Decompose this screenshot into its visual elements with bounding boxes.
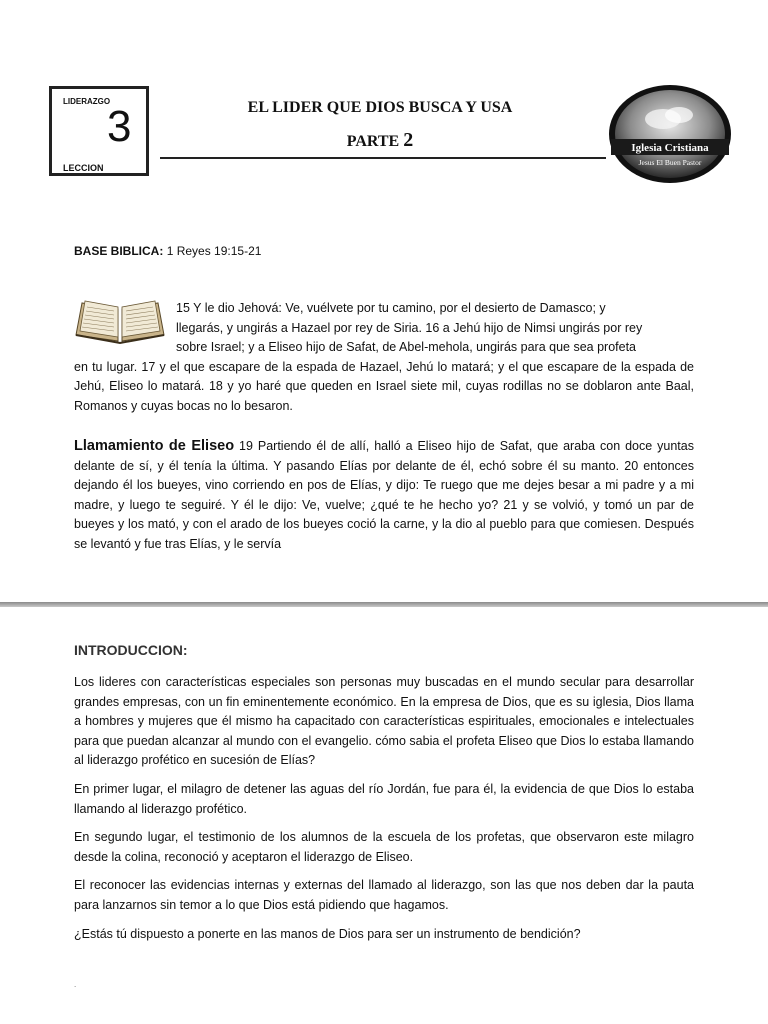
base-biblica — [74, 244, 261, 258]
verse-line-2: llegarás, y ungirás a Hazael por rey de Siria. 16 a Jehú hijo de Nimsi ungirás por rey — [176, 320, 643, 335]
page-mark: . — [74, 980, 77, 989]
intro-paragraph-5: ¿Estás tú dispuesto a ponerte en las manos de Dios para ser un instrumento de bendición? — [74, 926, 581, 941]
verse-passage — [74, 299, 694, 417]
lesson-number-box — [49, 86, 149, 176]
intro-heading: INTRODUCCION: — [74, 642, 188, 658]
intro-section — [74, 673, 694, 953]
part-word: PARTE — [346, 133, 400, 150]
verse-line-3: sobre Israel; y a Eliseo hijo de Safat, de Abel-mehola, ungirás para que sea profeta — [176, 340, 637, 355]
section-divider — [0, 602, 768, 607]
box-bottom-label: LECCION — [63, 163, 104, 173]
page-subtitle — [180, 129, 580, 152]
llamamiento-text: 19 Partiendo él de allí, halló a Eliseo hijo de Safat, que araba con doce yuntas delante de sí, y él tenía la última. Y pasando Elías por delante de él, echó sobre él su manto. 20 entonces dejando él los bueyes, vino corriendo en pos de Elías, y dijo: Te ruego que me dejes besar a mi padre y a mi madre, y luego te seguiré. Y él le dijo: Ve, vuelve; ¿qué te he hecho yo? 21 y se volvió, y tomó un par de bueyes y los mató, y con el arado de los bueyes coció la carne, y la dio al pueblo para que comiesen. Después se levantó y fue tras Elías, y le servía — [74, 439, 694, 551]
base-reference: 1 Reyes 19:15-21 — [166, 244, 262, 258]
logo-sub-text: Jesus El Buen Pastor — [638, 158, 702, 167]
page-title: EL LIDER QUE DIOS BUSCA Y USA — [247, 99, 513, 116]
intro-paragraph-2: En primer lugar, el milagro de detener las aguas del río Jordán, fue para él, la evidencia de que Dios lo estaba llamando al liderazgo profético. — [74, 781, 694, 816]
box-top-label: LIDERAZGO — [63, 97, 111, 106]
church-logo — [607, 83, 733, 185]
part-number: 2 — [403, 129, 414, 151]
base-label: BASE BIBLICA: — [74, 244, 164, 258]
intro-paragraph-4: El reconocer las evidencias internas y externas del llamado al liderazgo, son las que nos deben dar la pauta para lanzarnos sin temor a lo que Dios está pidiendo que hagamos. — [74, 878, 694, 912]
verse-rest: en tu lugar. 17 y el que escapare de la espada de Hazael, Jehú lo matará; y el que escapare de la espada de Jehú, Eliseo lo matará. 18 y yo haré que queden en Israel siete mil, cuyas rodillas no se doblaron ante Baal, Romanos y cuyas bocas no lo besaron. — [74, 359, 694, 413]
llamamiento-heading: Llamamiento de Eliseo — [74, 438, 235, 454]
intro-paragraph-1: Los lideres con características especiales son personas muy buscadas en el mundo secular para desarrollar grandes empresas, con un fin eminentemente económico. En la empresa de Dios, que es su iglesia, Dios llama a hombres y mujeres que él mismo ha capacitado con características espirituales, emocionales e intelectuales para que puedan alcanzar al mundo con el evangelio. cómo sabia el profeta Eliseo que Dios lo estaba llamando al liderazgo profético en sucesión de Elías? — [74, 675, 694, 768]
logo-main-text: Iglesia Cristiana — [631, 142, 709, 154]
intro-paragraph-3: En segundo lugar, el testimonio de los alumnos de la escuela de los profetas, que observaron este milagro desde la colina, reconoció y aceptaron el liderazgo de Eliseo. — [74, 830, 694, 864]
verse-line-1: 15 Y le dio Jehová: Ve, vuélvete por tu camino, por el desierto de Damasco; y — [176, 301, 606, 315]
title-underline — [160, 157, 606, 159]
lesson-number: 3 — [107, 102, 132, 151]
llamamiento-passage — [74, 437, 694, 555]
